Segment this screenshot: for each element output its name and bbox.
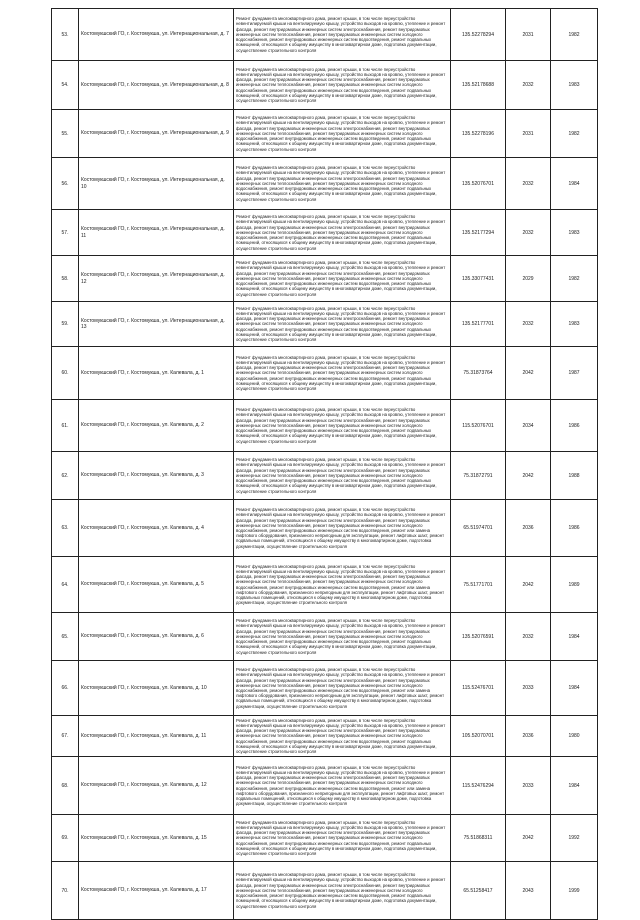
cost-cell: 75.31873764 bbox=[451, 347, 506, 400]
cost-cell: 135.33077431 bbox=[451, 256, 506, 302]
works-list-cell: Ремонт фундамента многоквартирного дома, ремонт крыши, в том числе переустройство невентилируемой крыши на вентилируемую крышу, устройство выходов на кровлю, утепление и ремонт фасада, ремонт внутридомовых инженерных систем электроснабжения, ремонт внутридомовых инженерных систем теплоснабжения, ремонт внутридомовых инженерных систем холодного водоснабжения, ремонт внутридомовых инженерных систем водоотведения, ремонт подвальных помещений, относящихся к общему имуществу в многоквартирном доме, подготовка документации, осуществление строительного контроля bbox=[234, 9, 451, 61]
cost-cell: 75.51771701 bbox=[451, 557, 506, 613]
build-year-cell: 1987 bbox=[551, 347, 598, 400]
row-number-cell: 56. bbox=[52, 158, 79, 210]
address-cell: Костомукшский ГО, г. Костомукша, ул. Интернациональная, д. 7 bbox=[79, 9, 234, 61]
works-list-cell: Ремонт фундамента многоквартирного дома, ремонт крыши, в том числе переустройство невентилируемой крыши на вентилируемую крышу, устройство выходов на кровлю, утепление и ремонт фасада, ремонт внутридомовых инженерных систем электроснабжения, ремонт внутридомовых инженерных систем теплоснабжения, ремонт внутридомовых инженерных систем холодного водоснабжения, ремонт внутридомовых инженерных систем водоотведения, ремонт подвальных помещений, относящихся к общему имуществу в многоквартирном доме, подготовка документации, осуществление строительного контроля bbox=[234, 110, 451, 158]
planned-year-cell: 2036 bbox=[506, 716, 551, 757]
planned-year-cell: 2032 bbox=[506, 158, 551, 210]
table-row bbox=[52, 613, 598, 661]
address-cell: Костомукшский ГО, г. Костомукша, ул. Калевала, д. 17 bbox=[79, 862, 234, 920]
cost-cell: 65.51974701 bbox=[451, 500, 506, 557]
cost-cell: 115.52476701 bbox=[451, 661, 506, 716]
table-row bbox=[52, 210, 598, 256]
address-cell: Костомукшский ГО, г. Костомукша, ул. Калевала, д. 1 bbox=[79, 347, 234, 400]
planned-year-cell: 2032 bbox=[506, 210, 551, 256]
cost-cell: 135.52076701 bbox=[451, 158, 506, 210]
cost-cell: 115.52076701 bbox=[451, 400, 506, 452]
cost-cell: 115.52476294 bbox=[451, 757, 506, 815]
planned-year-cell: 2034 bbox=[506, 400, 551, 452]
table-row bbox=[52, 557, 598, 613]
row-number-cell: 61. bbox=[52, 400, 79, 452]
address-cell: Костомукшский ГО, г. Костомукша, ул. Калевала, д. 12 bbox=[79, 757, 234, 815]
planned-year-cell: 2032 bbox=[506, 302, 551, 347]
planned-year-cell: 2036 bbox=[506, 500, 551, 557]
planned-year-cell: 2031 bbox=[506, 110, 551, 158]
build-year-cell: 1984 bbox=[551, 661, 598, 716]
build-year-cell: 1983 bbox=[551, 61, 598, 110]
works-list-cell: Ремонт фундамента многоквартирного дома, ремонт крыши, в том числе переустройство невентилируемой крыши на вентилируемую крышу, устройство выходов на кровлю, утепление и ремонт фасада, ремонт внутридомовых инженерных систем электроснабжения, ремонт внутридомовых инженерных систем теплоснабжения, ремонт внутридомовых инженерных систем холодного водоснабжения, ремонт внутридомовых инженерных систем водоотведения, ремонт или замена лифтового оборудования, признанного непригодным для эксплуатации, ремонт лифтовых шахт, ремонт подвальных помещений, относящихся к общему имуществу в многоквартирном доме, подготовка документации, осуществление строительного контроля bbox=[234, 557, 451, 613]
works-list-cell: Ремонт фундамента многоквартирного дома, ремонт крыши, в том числе переустройство невентилируемой крыши на вентилируемую крышу, устройство выходов на кровлю, утепление и ремонт фасада, ремонт внутридомовых инженерных систем электроснабжения, ремонт внутридомовых инженерных систем теплоснабжения, ремонт внутридомовых инженерных систем холодного водоснабжения, ремонт внутридомовых инженерных систем водоотведения, ремонт подвальных помещений, относящихся к общему имуществу в многоквартирном доме, подготовка документации, осуществление строительного контроля bbox=[234, 815, 451, 862]
table-row bbox=[52, 815, 598, 862]
table-row bbox=[52, 256, 598, 302]
document-page bbox=[51, 8, 580, 920]
planned-year-cell: 2042 bbox=[506, 452, 551, 500]
works-list-cell: Ремонт фундамента многоквартирного дома, ремонт крыши, в том числе переустройство невентилируемой крыши на вентилируемую крышу, устройство выходов на кровлю, утепление и ремонт фасада, ремонт внутридомовых инженерных систем электроснабжения, ремонт внутридомовых инженерных систем теплоснабжения, ремонт внутридомовых инженерных систем холодного водоснабжения, ремонт внутридомовых инженерных систем водоотведения, ремонт или замена лифтового оборудования, признанного непригодным для эксплуатации, ремонт лифтовых шахт, ремонт подвальных помещений, относящихся к общему имуществу в многоквартирном доме, подготовка документации, осуществление строительного контроля bbox=[234, 757, 451, 815]
row-number-cell: 70. bbox=[52, 862, 79, 920]
build-year-cell: 1986 bbox=[551, 400, 598, 452]
row-number-cell: 68. bbox=[52, 757, 79, 815]
row-number-cell: 53. bbox=[52, 9, 79, 61]
address-cell: Костомукшский ГО, г. Костомукша, ул. Калевала, д. 11 bbox=[79, 716, 234, 757]
build-year-cell: 1982 bbox=[551, 9, 598, 61]
works-list-cell: Ремонт фундамента многоквартирного дома, ремонт крыши, в том числе переустройство невентилируемой крыши на вентилируемую крышу, устройство выходов на кровлю, утепление и ремонт фасада, ремонт внутридомовых инженерных систем электроснабжения, ремонт внутридомовых инженерных систем теплоснабжения, ремонт внутридомовых инженерных систем холодного водоснабжения, ремонт внутридомовых инженерных систем водоотведения, ремонт подвальных помещений, относящихся к общему имуществу в многоквартирном доме, подготовка документации, осуществление строительного контроля bbox=[234, 347, 451, 400]
address-cell: Костомукшский ГО, г. Костомукша, ул. Интернациональная, д. 13 bbox=[79, 302, 234, 347]
cost-cell: 135.52278294 bbox=[451, 9, 506, 61]
address-cell: Костомукшский ГО, г. Костомукша, ул. Калевала, д. 5 bbox=[79, 557, 234, 613]
works-list-cell: Ремонт фундамента многоквартирного дома, ремонт крыши, в том числе переустройство невентилируемой крыши на вентилируемую крышу, устройство выходов на кровлю, утепление и ремонт фасада, ремонт внутридомовых инженерных систем электроснабжения, ремонт внутридомовых инженерных систем теплоснабжения, ремонт внутридомовых инженерных систем холодного водоснабжения, ремонт внутридомовых инженерных систем водоотведения, ремонт подвальных помещений, относящихся к общему имуществу в многоквартирном доме, подготовка документации, осуществление строительного контроля bbox=[234, 158, 451, 210]
planned-year-cell: 2033 bbox=[506, 757, 551, 815]
row-number-cell: 59. bbox=[52, 302, 79, 347]
build-year-cell: 1988 bbox=[551, 452, 598, 500]
row-number-cell: 62. bbox=[52, 452, 79, 500]
table-body bbox=[52, 9, 598, 920]
row-number-cell: 54. bbox=[52, 61, 79, 110]
table-row bbox=[52, 347, 598, 400]
planned-year-cell: 2029 bbox=[506, 256, 551, 302]
cost-cell: 135.52178688 bbox=[451, 61, 506, 110]
address-cell: Костомукшский ГО, г. Костомукша, ул. Калевала, д. 4 bbox=[79, 500, 234, 557]
address-cell: Костомукшский ГО, г. Костомукша, ул. Интернациональная, д. 10 bbox=[79, 158, 234, 210]
planned-year-cell: 2033 bbox=[506, 661, 551, 716]
cost-cell: 135.52177701 bbox=[451, 302, 506, 347]
planned-year-cell: 2031 bbox=[506, 9, 551, 61]
row-number-cell: 55. bbox=[52, 110, 79, 158]
planned-year-cell: 2042 bbox=[506, 557, 551, 613]
row-number-cell: 63. bbox=[52, 500, 79, 557]
address-cell: Костомукшский ГО, г. Костомукша, ул. Интернациональная, д. 12 bbox=[79, 256, 234, 302]
planned-year-cell: 2042 bbox=[506, 347, 551, 400]
works-list-cell: Ремонт фундамента многоквартирного дома, ремонт крыши, в том числе переустройство невентилируемой крыши на вентилируемую крышу, устройство выходов на кровлю, утепление и ремонт фасада, ремонт внутридомовых инженерных систем электроснабжения, ремонт внутридомовых инженерных систем теплоснабжения, ремонт внутридомовых инженерных систем холодного водоснабжения, ремонт внутридомовых инженерных систем водоотведения, ремонт подвальных помещений, относящихся к общему имуществу в многоквартирном доме, подготовка документации, осуществление строительного контроля bbox=[234, 61, 451, 110]
build-year-cell: 1984 bbox=[551, 613, 598, 661]
cost-cell: 135.52076591 bbox=[451, 613, 506, 661]
works-list-cell: Ремонт фундамента многоквартирного дома, ремонт крыши, в том числе переустройство невентилируемой крыши на вентилируемую крышу, устройство выходов на кровлю, утепление и ремонт фасада, ремонт внутридомовых инженерных систем электроснабжения, ремонт внутридомовых инженерных систем теплоснабжения, ремонт внутридомовых инженерных систем холодного водоснабжения, ремонт внутридомовых инженерных систем водоотведения, ремонт подвальных помещений, относящихся к общему имуществу в многоквартирном доме, подготовка документации, осуществление строительного контроля bbox=[234, 862, 451, 920]
address-cell: Костомукшский ГО, г. Костомукша, ул. Интернациональная, д. 8 bbox=[79, 61, 234, 110]
table-row bbox=[52, 61, 598, 110]
row-number-cell: 66. bbox=[52, 661, 79, 716]
table-row bbox=[52, 862, 598, 920]
works-list-cell: Ремонт фундамента многоквартирного дома, ремонт крыши, в том числе переустройство невентилируемой крыши на вентилируемую крышу, устройство выходов на кровлю, утепление и ремонт фасада, ремонт внутридомовых инженерных систем электроснабжения, ремонт внутридомовых инженерных систем теплоснабжения, ремонт внутридомовых инженерных систем холодного водоснабжения, ремонт внутридомовых инженерных систем водоотведения, ремонт подвальных помещений, относящихся к общему имуществу в многоквартирном доме, подготовка документации, осуществление строительного контроля bbox=[234, 256, 451, 302]
table-row bbox=[52, 9, 598, 61]
capital-repair-table bbox=[51, 8, 598, 920]
works-list-cell: Ремонт фундамента многоквартирного дома, ремонт крыши, в том числе переустройство невентилируемой крыши на вентилируемую крышу, устройство выходов на кровлю, утепление и ремонт фасада, ремонт внутридомовых инженерных систем электроснабжения, ремонт внутридомовых инженерных систем теплоснабжения, ремонт внутридомовых инженерных систем холодного водоснабжения, ремонт внутридомовых инженерных систем водоотведения, ремонт подвальных помещений, относящихся к общему имуществу в многоквартирном доме, подготовка документации, осуществление строительного контроля bbox=[234, 452, 451, 500]
row-number-cell: 65. bbox=[52, 613, 79, 661]
row-number-cell: 64. bbox=[52, 557, 79, 613]
works-list-cell: Ремонт фундамента многоквартирного дома, ремонт крыши, в том числе переустройство невентилируемой крыши на вентилируемую крышу, устройство выходов на кровлю, утепление и ремонт фасада, ремонт внутридомовых инженерных систем электроснабжения, ремонт внутридомовых инженерных систем теплоснабжения, ремонт внутридомовых инженерных систем холодного водоснабжения, ремонт внутридомовых инженерных систем водоотведения, ремонт подвальных помещений, относящихся к общему имуществу в многоквартирном доме, подготовка документации, осуществление строительного контроля bbox=[234, 716, 451, 757]
row-number-cell: 57. bbox=[52, 210, 79, 256]
works-list-cell: Ремонт фундамента многоквартирного дома, ремонт крыши, в том числе переустройство невентилируемой крыши на вентилируемую крышу, устройство выходов на кровлю, утепление и ремонт фасада, ремонт внутридомовых инженерных систем электроснабжения, ремонт внутридомовых инженерных систем теплоснабжения, ремонт внутридомовых инженерных систем холодного водоснабжения, ремонт внутридомовых инженерных систем водоотведения, ремонт подвальных помещений, относящихся к общему имуществу в многоквартирном доме, подготовка документации, осуществление строительного контроля bbox=[234, 210, 451, 256]
address-cell: Костомукшский ГО, г. Костомукша, ул. Калевала, д. 10 bbox=[79, 661, 234, 716]
build-year-cell: 1982 bbox=[551, 256, 598, 302]
works-list-cell: Ремонт фундамента многоквартирного дома, ремонт крыши, в том числе переустройство невентилируемой крыши на вентилируемую крышу, устройство выходов на кровлю, утепление и ремонт фасада, ремонт внутридомовых инженерных систем электроснабжения, ремонт внутридомовых инженерных систем теплоснабжения, ремонт внутридомовых инженерных систем холодного водоснабжения, ремонт внутридомовых инженерных систем водоотведения, ремонт подвальных помещений, относящихся к общему имуществу в многоквартирном доме, подготовка документации, осуществление строительного контроля bbox=[234, 613, 451, 661]
build-year-cell: 1983 bbox=[551, 302, 598, 347]
cost-cell: 135.52278196 bbox=[451, 110, 506, 158]
cost-cell: 135.52177294 bbox=[451, 210, 506, 256]
table-row bbox=[52, 757, 598, 815]
table-row bbox=[52, 158, 598, 210]
build-year-cell: 1982 bbox=[551, 110, 598, 158]
address-cell: Костомукшский ГО, г. Костомукша, ул. Калевала, д. 15 bbox=[79, 815, 234, 862]
table-row bbox=[52, 400, 598, 452]
build-year-cell: 1980 bbox=[551, 716, 598, 757]
row-number-cell: 60. bbox=[52, 347, 79, 400]
table-row bbox=[52, 500, 598, 557]
address-cell: Костомукшский ГО, г. Костомукша, ул. Калевала, д. 2 bbox=[79, 400, 234, 452]
works-list-cell: Ремонт фундамента многоквартирного дома, ремонт крыши, в том числе переустройство невентилируемой крыши на вентилируемую крышу, устройство выходов на кровлю, утепление и ремонт фасада, ремонт внутридомовых инженерных систем электроснабжения, ремонт внутридомовых инженерных систем теплоснабжения, ремонт внутридомовых инженерных систем холодного водоснабжения, ремонт внутридомовых инженерных систем водоотведения, ремонт или замена лифтового оборудования, признанного непригодным для эксплуатации, ремонт лифтовых шахт, ремонт подвальных помещений, относящихся к общему имуществу в многоквартирном доме, подготовка документации, осуществление строительного контроля bbox=[234, 500, 451, 557]
row-number-cell: 58. bbox=[52, 256, 79, 302]
build-year-cell: 1986 bbox=[551, 500, 598, 557]
cost-cell: 105.52070701 bbox=[451, 716, 506, 757]
row-number-cell: 69. bbox=[52, 815, 79, 862]
build-year-cell: 1984 bbox=[551, 757, 598, 815]
build-year-cell: 1984 bbox=[551, 158, 598, 210]
planned-year-cell: 2043 bbox=[506, 862, 551, 920]
planned-year-cell: 2032 bbox=[506, 613, 551, 661]
address-cell: Костомукшский ГО, г. Костомукша, ул. Калевала, д. 6 bbox=[79, 613, 234, 661]
build-year-cell: 1989 bbox=[551, 557, 598, 613]
build-year-cell: 1999 bbox=[551, 862, 598, 920]
address-cell: Костомукшский ГО, г. Костомукша, ул. Калевала, д. 3 bbox=[79, 452, 234, 500]
row-number-cell: 67. bbox=[52, 716, 79, 757]
planned-year-cell: 2032 bbox=[506, 61, 551, 110]
table-row bbox=[52, 716, 598, 757]
table-row bbox=[52, 302, 598, 347]
build-year-cell: 1992 bbox=[551, 815, 598, 862]
address-cell: Костомукшский ГО, г. Костомукша, ул. Интернациональная, д. 9 bbox=[79, 110, 234, 158]
table-row bbox=[52, 661, 598, 716]
planned-year-cell: 2042 bbox=[506, 815, 551, 862]
address-cell: Костомукшский ГО, г. Костомукша, ул. Интернациональная, д. 11 bbox=[79, 210, 234, 256]
works-list-cell: Ремонт фундамента многоквартирного дома, ремонт крыши, в том числе переустройство невентилируемой крыши на вентилируемую крышу, устройство выходов на кровлю, утепление и ремонт фасада, ремонт внутридомовых инженерных систем электроснабжения, ремонт внутридомовых инженерных систем теплоснабжения, ремонт внутридомовых инженерных систем холодного водоснабжения, ремонт внутридомовых инженерных систем водоотведения, ремонт подвальных помещений, относящихся к общему имуществу в многоквартирном доме, подготовка документации, осуществление строительного контроля bbox=[234, 302, 451, 347]
cost-cell: 75.51868311 bbox=[451, 815, 506, 862]
works-list-cell: Ремонт фундамента многоквартирного дома, ремонт крыши, в том числе переустройство невентилируемой крыши на вентилируемую крышу, устройство выходов на кровлю, утепление и ремонт фасада, ремонт внутридомовых инженерных систем электроснабжения, ремонт внутридомовых инженерных систем теплоснабжения, ремонт внутридомовых инженерных систем холодного водоснабжения, ремонт внутридомовых инженерных систем водоотведения, ремонт подвальных помещений, относящихся к общему имуществу в многоквартирном доме, подготовка документации, осуществление строительного контроля bbox=[234, 400, 451, 452]
cost-cell: 65.51258417 bbox=[451, 862, 506, 920]
table-row bbox=[52, 452, 598, 500]
build-year-cell: 1983 bbox=[551, 210, 598, 256]
cost-cell: 75.31872791 bbox=[451, 452, 506, 500]
table-row bbox=[52, 110, 598, 158]
works-list-cell: Ремонт фундамента многоквартирного дома, ремонт крыши, в том числе переустройство невентилируемой крыши на вентилируемую крышу, устройство выходов на кровлю, утепление и ремонт фасада, ремонт внутридомовых инженерных систем электроснабжения, ремонт внутридомовых инженерных систем теплоснабжения, ремонт внутридомовых инженерных систем холодного водоснабжения, ремонт внутридомовых инженерных систем водоотведения, ремонт или замена лифтового оборудования, признанного непригодным для эксплуатации, ремонт лифтовых шахт, ремонт подвальных помещений, относящихся к общему имуществу в многоквартирном доме, подготовка документации, осуществление строительного контроля bbox=[234, 661, 451, 716]
